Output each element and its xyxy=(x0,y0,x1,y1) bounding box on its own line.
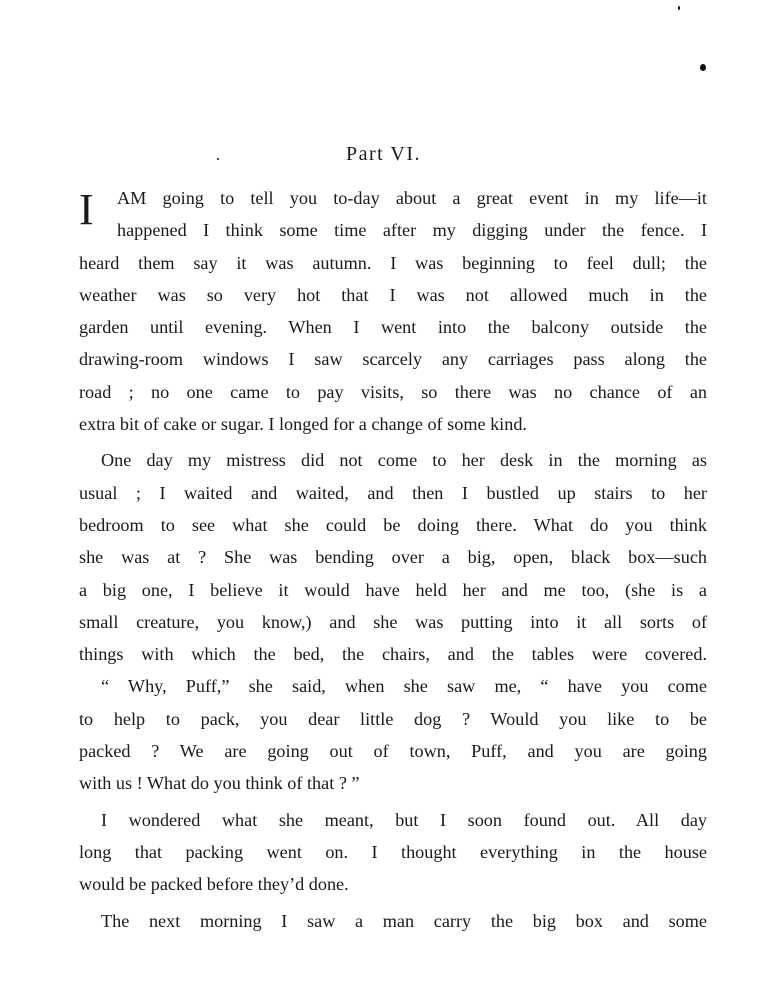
ink-speck xyxy=(678,6,680,10)
text-line: One day my mistress did not come to her desk in the morning as xyxy=(101,450,707,471)
text-line: happened I think some time after my digging under the fence. I xyxy=(117,220,707,241)
drop-cap: I xyxy=(79,185,94,234)
body-text xyxy=(79,182,707,937)
ink-speck xyxy=(700,64,706,71)
text-line: things with which the bed, the chairs, and the tables were covered. xyxy=(79,644,707,665)
text-line: “ Why, Puff,” she said, when she saw me, “ have you come xyxy=(101,676,707,697)
text-line: long that packing went on. I thought everything in the house xyxy=(79,841,707,862)
text-line: a big one, I believe it would have held her and me too, (she is a xyxy=(79,579,707,600)
text-line: with us ! What do you think of that ? ” xyxy=(79,773,360,794)
text-line: she was at ? She was bending over a big, open, black box—such xyxy=(79,547,707,568)
text-line: bedroom to see what she could be doing there. What do you think xyxy=(79,514,707,535)
text-line: usual ; I waited and waited, and then I bustled up stairs to her xyxy=(79,482,707,503)
text-line: would be packed before they’d done. xyxy=(79,874,349,895)
text-line: road ; no one came to pay visits, so there was no chance of an xyxy=(79,381,707,402)
text-line: AM going to tell you to-day about a great event in my life—it xyxy=(117,188,707,208)
text-line: drawing-room windows I saw scarcely any carriages pass along the xyxy=(79,349,707,370)
text-line: packed ? We are going out of town, Puff, and you are going xyxy=(79,741,707,762)
text-line: to help to pack, you dear little dog ? Would you like to be xyxy=(79,708,707,729)
text-line: garden until evening. When I went into the balcony outside the xyxy=(79,317,707,338)
text-line: heard them say it was autumn. I was beginning to feel dull; the xyxy=(79,252,707,273)
text-line: small creature, you know,) and she was putting into it all sorts of xyxy=(79,611,707,632)
text-line: I wondered what she meant, but I soon found out. All day xyxy=(101,809,707,830)
chapter-heading: Part VI. xyxy=(346,143,421,165)
text-line: The next morning I saw a man carry the big box and some xyxy=(101,910,707,931)
text-line: weather was so very hot that I was not allowed much in the xyxy=(79,284,707,305)
text-line: extra bit of cake or sugar. I longed for a change of some kind. xyxy=(79,414,527,435)
